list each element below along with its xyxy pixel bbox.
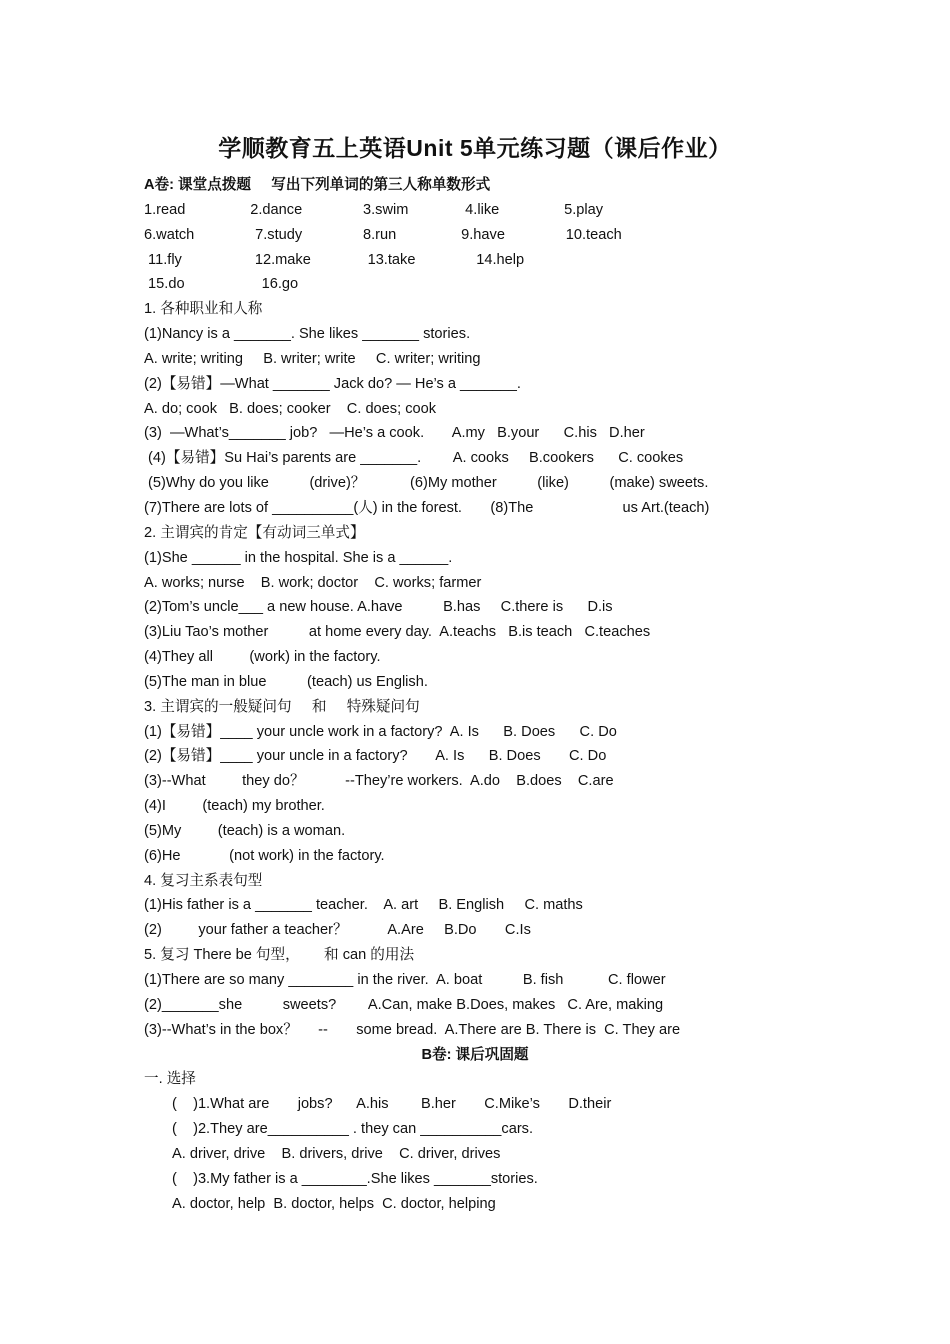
text-line: 1.read 2.dance 3.swim 4.like 5.play: [144, 201, 604, 218]
text-line: (4)They all (work) in the factory.: [144, 649, 381, 666]
text-line: (2)【易错】____ your uncle in a factory? A. Is B. Does C. Do: [144, 748, 607, 765]
text-line: (6)He (not work) in the factory.: [144, 847, 385, 864]
document-body: [144, 173, 904, 1216]
text-line: (1)There are so many ________ in the river. A. boat B. fish C. flower: [144, 972, 666, 988]
text-line: 11.fly 12.make 13.take 14.help: [144, 251, 525, 268]
text-line: A. driver, drive B. drivers, drive C. driver, drives: [172, 1145, 501, 1162]
text-line: (5)My (teach) is a woman.: [144, 822, 346, 839]
text-line: (3) —What’s_______ job? —He’s a cook. A.my B.your C.his D.her: [144, 425, 645, 442]
text-line: (1)【易错】____ your uncle work in a factory? A. Is B. Does C. Do: [144, 723, 617, 740]
text-line: (7)There are lots of __________(人) in the forest. (8)The us Art.(teach): [144, 499, 710, 516]
text-line: (2)【易错】—What _______ Jack do? — He’s a _______.: [144, 375, 521, 392]
text-line: (2) your father a teacher？ A.Are B.Do C.Is: [144, 922, 531, 939]
text-line: (4)【易错】Su Hai’s parents are _______. A. cooks B.cookers C. cookes: [144, 450, 684, 467]
text-line: A卷: 课堂点拨题 写出下列单词的第三人称单数形式: [144, 177, 491, 193]
document-title: 学顺教育五上英语Unit 5单元练习题（课后作业）: [218, 135, 732, 161]
text-line: (2)Tom’s uncle___ a new house. A.have B.has C.there is D.is: [144, 599, 613, 616]
text-line: 6.watch 7.study 8.run 9.have 10.teach: [144, 226, 622, 243]
text-line: A. doctor, help B. doctor, helps C. doctor, helping: [172, 1195, 496, 1212]
text-line: 1. 各种职业和人称: [144, 301, 263, 318]
text-line: (1)She ______ in the hospital. She is a ______.: [144, 549, 453, 566]
text-line: ( )1.What are jobs? A.his B.her C.Mike’s D.their: [172, 1096, 612, 1113]
text-line: ( )3.My father is a ________.She likes _______stories.: [172, 1170, 538, 1187]
text-line: A. do; cook B. does; cooker C. does; cook: [144, 400, 437, 417]
text-line: (3)--What they do？ --They’re workers. A.do B.does C.are: [144, 773, 614, 790]
text-line: 2. 主谓宾的肯定【有动词三单式】: [144, 524, 365, 541]
text-line: 一. 选择: [144, 1071, 196, 1088]
text-line: A. write; writing B. writer; write C. writer; writing: [144, 350, 481, 367]
text-line: 4. 复习主系表句型: [144, 872, 263, 889]
text-line: A. works; nurse B. work; doctor C. works; farmer: [144, 574, 482, 591]
text-line: (1)His father is a _______ teacher. A. art B. English C. maths: [144, 897, 583, 914]
text-line: (4)I (teach) my brother.: [144, 798, 325, 815]
text-line: 5. 复习 There be 句型， 和 can 的用法: [144, 947, 415, 964]
text-line: (1)Nancy is a _______. She likes _______ stories.: [144, 326, 471, 343]
text-line: ( )2.They are__________ . they can __________cars.: [172, 1121, 534, 1138]
text-line: (2)_______she sweets? A.Can, make B.Does, makes C. Are, making: [144, 996, 664, 1013]
text-line: (5)Why do you like (drive)？ (6)My mother (like) (make) sweets.: [144, 475, 709, 492]
text-line: 15.do 16.go: [144, 276, 299, 293]
text-line: 3. 主谓宾的一般疑问句 和 特殊疑问句: [144, 698, 420, 715]
text-line: (5)The man in blue (teach) us English.: [144, 673, 428, 690]
text-line: B卷: 课后巩固题: [421, 1046, 529, 1063]
text-line: (3)--What’s in the box？ -- some bread. A.There are B. There is C. They are: [144, 1021, 681, 1038]
text-line: (3)Liu Tao’s mother at home every day. A.teachs B.is teach C.teaches: [144, 624, 651, 641]
